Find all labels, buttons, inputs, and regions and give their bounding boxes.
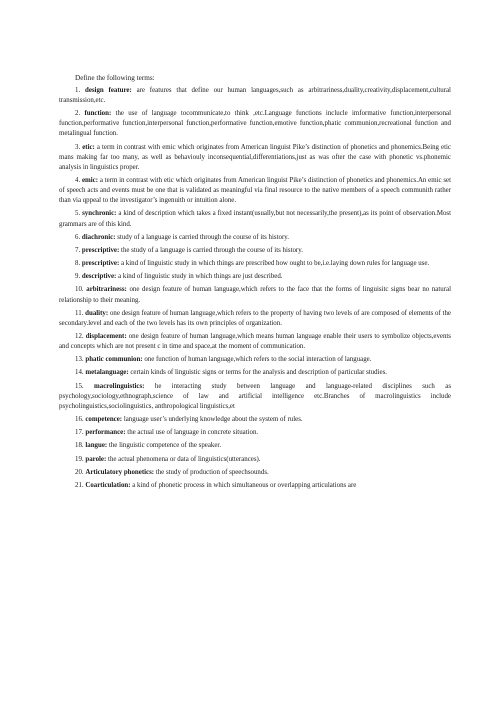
- term-name: metalanguage:: [85, 369, 129, 377]
- entry-number: 3.: [75, 143, 81, 151]
- term-definition: study of a language is carried through the course of its history.: [117, 233, 289, 241]
- term-definition: a kind of linguistic study in which things are just described.: [118, 273, 283, 281]
- term-name: diachronic:: [81, 233, 116, 241]
- entry-number: 20.: [75, 468, 84, 476]
- entry-number: 9.: [75, 273, 81, 281]
- term-entry: [59, 441, 451, 451]
- term-definition: a kind of linguistic study in which things are prescribed how ought to be,i.e.laying down rules for language use.: [121, 260, 430, 268]
- term-name: emic:: [81, 177, 99, 185]
- term-entry: [59, 259, 451, 269]
- term-entry: [59, 272, 451, 282]
- term-name: macrolinguistics:: [94, 382, 145, 390]
- term-entry: [59, 109, 451, 139]
- entry-number: 19.: [75, 455, 84, 463]
- term-entry: [59, 285, 451, 305]
- term-entry: [59, 332, 451, 352]
- entry-number: 8.: [75, 260, 81, 268]
- term-name: function:: [84, 110, 112, 118]
- term-definition: one design feature of human language,which means human language enable their users to symbolize objects,events and concepts which are not present c in time and space,at the moment of communication.: [59, 333, 451, 351]
- term-definition: one design feature of human language,which refers to the face that the forms of linguisitc signs bear no natural relationship to their meaning.: [59, 286, 451, 304]
- term-name: arbitrariness:: [86, 286, 127, 294]
- term-definition: one function of human language,which refers to the social interaction of language.: [144, 356, 372, 364]
- term-name: competence:: [85, 416, 123, 424]
- entry-number: 16.: [75, 416, 84, 424]
- term-definition: the actual phenomena or data of linguistics(utterances).: [108, 455, 261, 463]
- term-name: synchronic:: [82, 210, 117, 218]
- term-definition: are features that define our human languages,such as arbitrariness,duality,creativity,displacement,cultural transmission,etc.: [59, 87, 451, 105]
- entry-number: 2.: [75, 110, 81, 118]
- term-name: displacement:: [85, 333, 127, 340]
- term-definition: the use of language tocommunicate,to think ,etc.Language functions inclucle imformative function,interpersonal function,performative function,interpersonal function,performative function,emotive function,phatic communion,recreational function and metalingual function.: [59, 110, 451, 138]
- entry-number: 10.: [75, 286, 84, 294]
- term-name: etic:: [82, 143, 95, 151]
- term-definition: language user’s underlying knowledge about the system of rules.: [123, 416, 303, 424]
- entry-number: 5.: [75, 210, 81, 218]
- term-entry: [59, 209, 451, 229]
- term-entry: [59, 455, 451, 465]
- term-name: performance:: [85, 429, 126, 437]
- term-definition: the study of production of speechsounds.: [155, 468, 269, 476]
- term-definition: a kind of description which takes a fixed instant(usually,but not necessarily,the present),as its point of observation.Most grammars are of this kind.: [59, 210, 452, 228]
- term-entry: [59, 481, 451, 491]
- entry-number: 6.: [75, 233, 81, 241]
- entry-number: 12.: [75, 333, 84, 340]
- entry-number: 7.: [75, 246, 81, 254]
- term-entry: [59, 143, 451, 173]
- term-definition: a kind of phonetic process in which simultaneous or overlapping articulations are: [132, 481, 357, 489]
- terms-list: [59, 86, 451, 494]
- term-entry: [59, 246, 451, 256]
- entry-number: 21.: [75, 481, 84, 489]
- term-entry: [59, 355, 451, 365]
- term-entry: [59, 176, 451, 206]
- term-entry: [59, 468, 451, 478]
- entry-number: 11.: [75, 309, 84, 317]
- term-name: phatic communion:: [85, 356, 143, 364]
- term-name: descriptive:: [81, 273, 117, 281]
- entry-number: 15.: [75, 382, 84, 390]
- term-definition: a term in contrast with emic which originates from American linguist Pike’s distinction of phonetics and phonemics.Being etic mans making far too many, as well as behaviouly inconsequential,differentiations,just as was ofter the case with phonetic vs.phonemic analysis in linguistics proper.: [59, 143, 451, 171]
- term-definition: the study of a language is carried through the course of its history.: [121, 246, 303, 254]
- term-name: langue:: [85, 442, 108, 450]
- term-entry: [59, 415, 451, 425]
- term-definition: the linguistic competence of the speaker.: [108, 442, 222, 450]
- term-name: prescriptive:: [81, 246, 120, 254]
- term-definition: a term in contrast with etic which originates from American linguist Pike’s distinction of phonetics and phonemics.An emic set of speech acts and events must be one that is validated as meaningful via final resource to the native members of a speech communith rather than via qppeal to the investigator’s ingenuith or intuition alone.: [59, 177, 451, 205]
- term-name: parole:: [85, 455, 107, 463]
- term-entry: [59, 233, 451, 243]
- term-name: Articulatory phonetics:: [85, 468, 155, 476]
- term-definition: he interacting study between language and language-related disciplines such as psychology,sociology,ethnograph,science of law and artificial intelligence etc.Branches of macrolinguistics include psycholinguistics,sociolinguistics, anthropological linguistics,et: [59, 382, 451, 410]
- term-name: design feature:: [84, 87, 132, 94]
- term-definition: certain kinds of linguistic signs or terms for the analysis and description of particular studies.: [130, 369, 387, 377]
- term-entry: [59, 382, 451, 412]
- entry-number: 1.: [75, 87, 81, 94]
- page-heading: Define the following terms:: [75, 74, 155, 82]
- entry-number: 18.: [75, 442, 84, 450]
- term-entry: [59, 86, 451, 106]
- term-definition: the actual use of language in concrete situation.: [127, 429, 259, 437]
- term-name: prescriptive:: [81, 260, 120, 268]
- entry-number: 17.: [75, 429, 84, 437]
- term-entry: [59, 309, 451, 329]
- entry-number: 14.: [75, 369, 84, 377]
- entry-number: 4.: [75, 177, 81, 185]
- entry-number: 13.: [75, 356, 84, 364]
- term-name: duality:: [85, 309, 109, 317]
- term-name: Coarticulation:: [85, 481, 131, 489]
- term-entry: [59, 368, 451, 378]
- term-definition: one design feature of human language,which refers to the property of having two levels of are composed of elements of the secondary.level and each of the two levels has its own principles of organization.: [59, 309, 451, 327]
- term-entry: [59, 428, 451, 438]
